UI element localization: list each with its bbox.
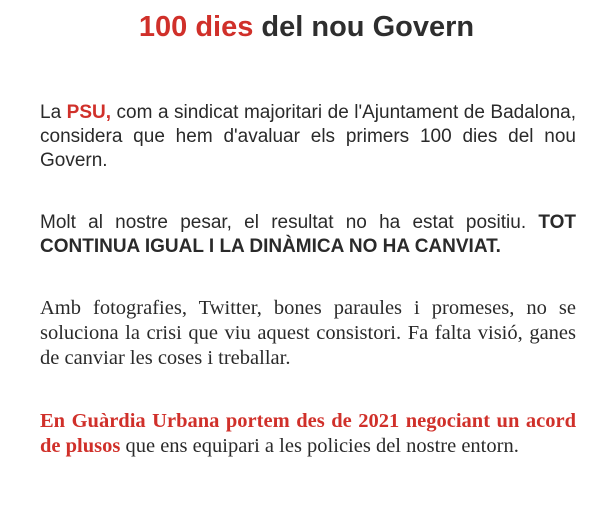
paragraph4-rest: que ens equipari a les policies del nostre entorn. <box>120 435 519 457</box>
paragraph-crisis: Amb fotografies, Twitter, bones paraules i promeses, no se soluciona la crisi que viu aquest consistori. Fa falta visió, ganes de canviar les coses i treballar. <box>40 297 576 369</box>
paragraph1-lead: La <box>40 102 67 123</box>
paragraph-psu-evaluation <box>40 101 576 173</box>
page-title <box>0 10 613 44</box>
title-rest: del nou Govern <box>253 11 475 43</box>
paragraph4-emphasis: En Guàrdia Urbana portem des de 2021 negociant un acord de plusos <box>40 410 576 457</box>
psu-name: PSU, <box>66 102 112 123</box>
paragraph1-rest: com a sindicat majoritari de l'Ajuntament de Badalona, considera que hem d'avaluar els primers 100 dies del nou Govern. <box>40 102 576 171</box>
paragraph-result <box>40 211 576 259</box>
paragraph2-text: Molt al nostre pesar, el resultat no ha estat positiu. <box>40 212 539 233</box>
paragraph-guardia-urbana <box>40 409 576 459</box>
title-highlight: 100 dies <box>138 11 254 43</box>
paragraph2-emphasis: TOT CONTINUA IGUAL I LA DINÀMICA NO HA CANVIAT. <box>40 212 576 257</box>
